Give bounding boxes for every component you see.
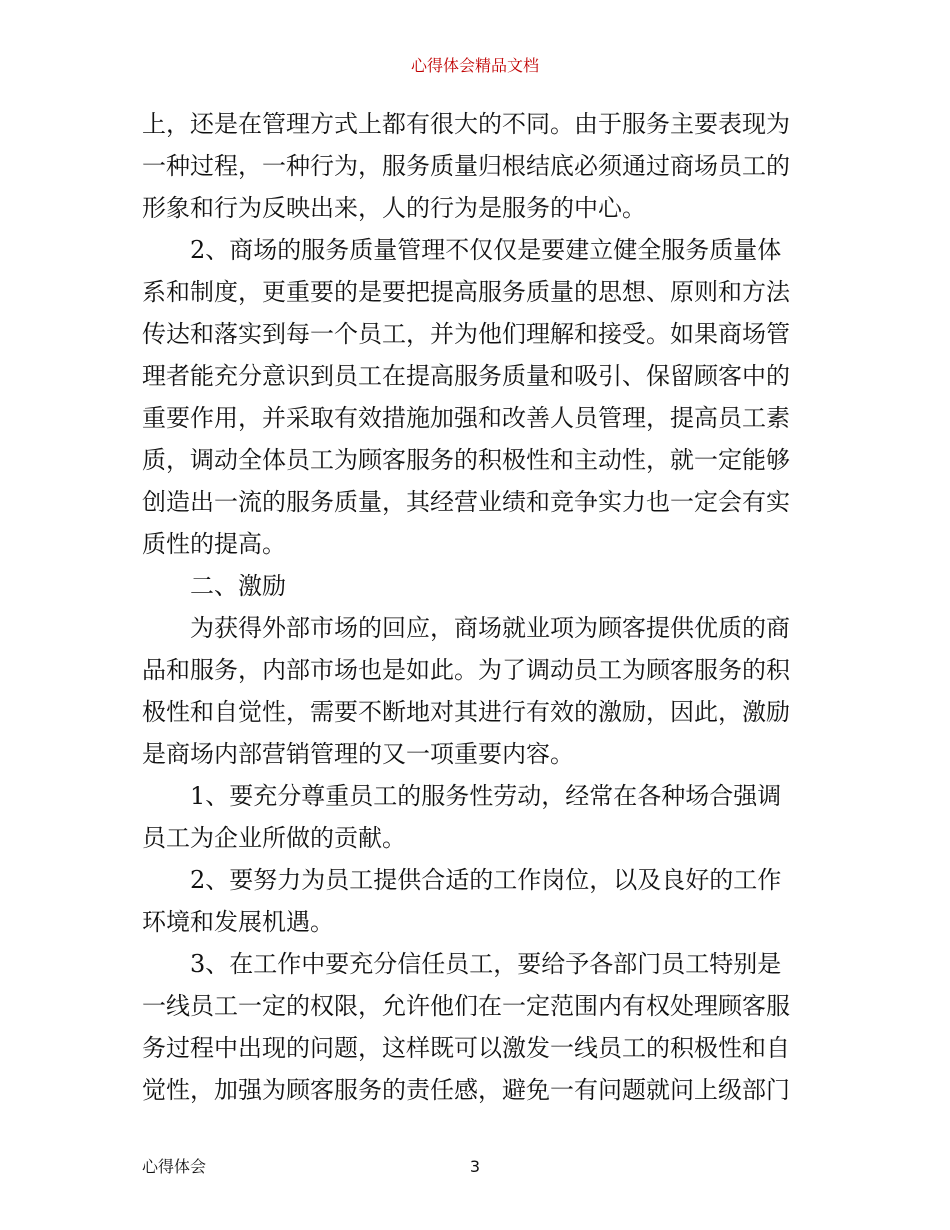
body-line: 上，还是在管理方式上都有很大的不同。由于服务主要表现为 xyxy=(142,110,790,138)
body-line: 3、在工作中要充分信任员工，要给予各部门员工特别是 xyxy=(190,950,782,978)
body-line: 传达和落实到每一个员工，并为他们理解和接受。如果商场管 xyxy=(142,320,790,348)
body-line: 2、商场的服务质量管理不仅仅是要建立健全服务质量体 xyxy=(190,236,782,264)
body-line: 品和服务，内部市场也是如此。为了调动员工为顾客服务的积 xyxy=(142,656,790,684)
body-line: 质，调动全体员工为顾客服务的积极性和主动性，就一定能够 xyxy=(142,446,790,474)
page-number: 3 xyxy=(469,1157,481,1176)
body-line: 是商场内部营销管理的又一项重要内容。 xyxy=(142,740,574,768)
body-line: 环境和发展机遇。 xyxy=(142,908,334,936)
body-line: 形象和行为反映出来，人的行为是服务的中心。 xyxy=(142,194,646,222)
body-line: 一种过程，一种行为，服务质量归根结底必须通过商场员工的 xyxy=(142,152,790,180)
body-line: 员工为企业所做的贡献。 xyxy=(142,824,406,852)
body-line: 觉性，加强为顾客服务的责任感，避免一有问题就问上级部门 xyxy=(142,1076,790,1104)
document-body xyxy=(142,103,812,1111)
footer-label: 心得体会 xyxy=(142,1157,207,1176)
body-line: 创造出一流的服务质量，其经营业绩和竞争实力也一定会有实 xyxy=(142,488,790,516)
body-line: 务过程中出现的问题，这样既可以激发一线员工的积极性和自 xyxy=(142,1034,790,1062)
body-line: 一线员工一定的权限，允许他们在一定范围内有权处理顾客服 xyxy=(142,992,790,1020)
body-line: 系和制度，更重要的是要把提高服务质量的思想、原则和方法 xyxy=(142,278,790,306)
body-line: 2、要努力为员工提供合适的工作岗位，以及良好的工作 xyxy=(190,866,782,894)
document-header-title: 心得体会精品文档 xyxy=(410,56,539,75)
section-heading: 二、激励 xyxy=(190,572,286,600)
body-line: 理者能充分意识到员工在提高服务质量和吸引、保留顾客中的 xyxy=(142,362,790,390)
body-line: 重要作用，并采取有效措施加强和改善人员管理，提高员工素 xyxy=(142,404,790,432)
body-line: 极性和自觉性，需要不断地对其进行有效的激励，因此，激励 xyxy=(142,698,790,726)
body-line: 1、要充分尊重员工的服务性劳动，经常在各种场合强调 xyxy=(190,782,782,810)
body-line: 质性的提高。 xyxy=(142,530,286,558)
body-line: 为获得外部市场的回应，商场就业项为顾客提供优质的商 xyxy=(190,614,790,642)
